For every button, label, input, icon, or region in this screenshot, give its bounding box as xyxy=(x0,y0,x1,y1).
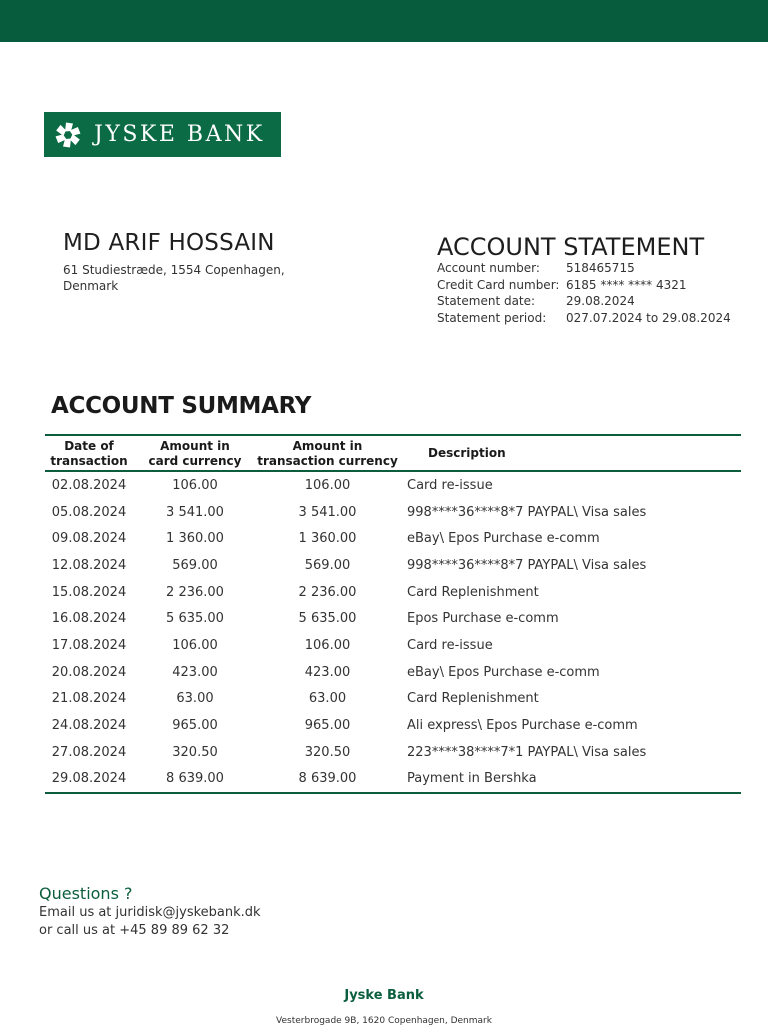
shutter-emblem-icon xyxy=(54,121,82,149)
cell-description: Epos Purchase e-comm xyxy=(407,611,559,627)
info-value: 518465715 xyxy=(566,261,635,275)
cell-transaction-amount: 106.00 xyxy=(304,637,351,653)
table-row xyxy=(45,605,741,632)
contact-email-line: Email us at juridisk@jyskebank.dk xyxy=(39,905,261,920)
cell-card-amount: 569.00 xyxy=(172,557,218,573)
cell-date: 29.08.2024 xyxy=(45,766,133,794)
cell-transaction-amount: 423.00 xyxy=(304,664,351,680)
statement-title: ACCOUNT STATEMENT xyxy=(437,233,705,261)
table-row xyxy=(45,659,741,686)
table-row xyxy=(45,579,741,606)
credit-card-number-row xyxy=(437,277,731,294)
cell-card-amount: 965.00 xyxy=(172,718,218,734)
cell-description: Payment in Bershka xyxy=(398,766,741,794)
logo-wordmark: JYSKE BANK xyxy=(94,122,265,147)
info-label: Statement period: xyxy=(437,310,547,325)
cell-transaction-amount: 5 635.00 xyxy=(298,611,357,627)
footer-address: Vesterbrogade 9B, 1620 Copenhagen, Denmark xyxy=(276,1016,492,1026)
statement-date-row xyxy=(437,293,731,310)
cell-transaction-amount: 965.00 xyxy=(304,718,351,734)
top-brand-bar xyxy=(0,0,768,42)
cell-transaction-amount: 63.00 xyxy=(308,691,347,707)
table-row xyxy=(45,632,741,659)
column-header-date: Date of transaction xyxy=(45,435,133,471)
cell-description: Card re-issue xyxy=(407,477,493,493)
cell-date: 02.08.2024 xyxy=(51,477,127,493)
column-header-description: Description xyxy=(398,435,741,471)
info-label: Credit Card number: xyxy=(437,277,560,292)
cell-description: eBay\ Epos Purchase e-comm xyxy=(407,531,600,547)
cell-card-amount: 320.50 xyxy=(172,744,218,760)
cell-description: Card Replenishment xyxy=(407,584,539,600)
table-row xyxy=(45,766,741,794)
info-label: Account number: xyxy=(437,261,540,275)
table-row xyxy=(45,712,741,739)
cell-card-amount: 423.00 xyxy=(172,664,218,680)
contact-phone-line: or call us at +45 89 89 62 32 xyxy=(39,923,230,938)
table-header-row xyxy=(45,435,741,471)
info-value: 29.08.2024 xyxy=(566,294,635,308)
cell-date: 21.08.2024 xyxy=(51,691,127,707)
table-row xyxy=(45,739,741,766)
cell-description: Card re-issue xyxy=(407,637,493,653)
cell-transaction-amount: 320.50 xyxy=(304,744,351,760)
cell-transaction-amount: 569.00 xyxy=(304,557,351,573)
info-label: Statement date: xyxy=(437,294,536,308)
cell-description: Ali express\ Epos Purchase e-comm xyxy=(407,718,638,734)
cell-date: 15.08.2024 xyxy=(51,584,127,600)
cell-date: 09.08.2024 xyxy=(51,531,127,547)
cell-card-amount: 3 541.00 xyxy=(166,504,224,520)
account-number-row xyxy=(437,260,731,277)
cell-description: Card Replenishment xyxy=(407,691,539,707)
table-row xyxy=(45,552,741,579)
cell-card-amount: 63.00 xyxy=(176,691,214,707)
account-summary-title: ACCOUNT SUMMARY xyxy=(51,393,312,419)
statement-info xyxy=(437,260,731,326)
statement-period-row xyxy=(437,310,731,327)
jyske-bank-logo xyxy=(44,112,281,157)
table-row xyxy=(45,499,741,526)
cell-card-amount: 106.00 xyxy=(172,637,218,653)
cell-description: 998****36****8*7 PAYPAL\ Visa sales xyxy=(407,557,647,573)
customer-address: 61 Studiestræde, 1554 Copenhagen, Denmark xyxy=(63,263,285,293)
column-header-transaction-amount: Amount in transaction currency xyxy=(257,435,398,471)
cell-transaction-amount: 106.00 xyxy=(304,477,351,493)
cell-date: 17.08.2024 xyxy=(51,637,127,653)
table-row xyxy=(45,686,741,713)
cell-card-amount: 2 236.00 xyxy=(166,584,224,600)
cell-card-amount: 106.00 xyxy=(172,477,218,493)
cell-date: 16.08.2024 xyxy=(51,611,127,627)
cell-transaction-amount: 1 360.00 xyxy=(298,531,357,547)
cell-card-amount: 8 639.00 xyxy=(133,766,257,794)
info-value: 027.07.2024 to 29.08.2024 xyxy=(566,310,731,325)
cell-description: 998****36****8*7 PAYPAL\ Visa sales xyxy=(407,504,647,520)
cell-card-amount: 1 360.00 xyxy=(166,531,224,547)
cell-date: 24.08.2024 xyxy=(51,718,127,734)
cell-card-amount: 5 635.00 xyxy=(166,611,224,627)
cell-description: eBay\ Epos Purchase e-comm xyxy=(407,664,600,680)
transactions-table xyxy=(45,434,741,794)
column-header-card-amount: Amount in card currency xyxy=(133,435,257,471)
cell-date: 27.08.2024 xyxy=(51,744,127,760)
cell-transaction-amount: 2 236.00 xyxy=(298,584,357,600)
footer-bank-name: Jyske Bank xyxy=(344,988,424,1003)
cell-description: 223****38****7*1 PAYPAL\ Visa sales xyxy=(407,744,647,760)
cell-date: 12.08.2024 xyxy=(51,557,127,573)
questions-heading: Questions ? xyxy=(39,884,133,903)
cell-date: 05.08.2024 xyxy=(51,504,127,520)
table-row xyxy=(45,471,741,499)
customer-name: MD ARIF HOSSAIN xyxy=(63,230,275,256)
info-value: 6185 **** **** 4321 xyxy=(566,277,687,292)
table-row xyxy=(45,525,741,552)
cell-transaction-amount: 3 541.00 xyxy=(298,504,357,520)
cell-transaction-amount: 8 639.00 xyxy=(257,766,398,794)
cell-date: 20.08.2024 xyxy=(51,664,127,680)
